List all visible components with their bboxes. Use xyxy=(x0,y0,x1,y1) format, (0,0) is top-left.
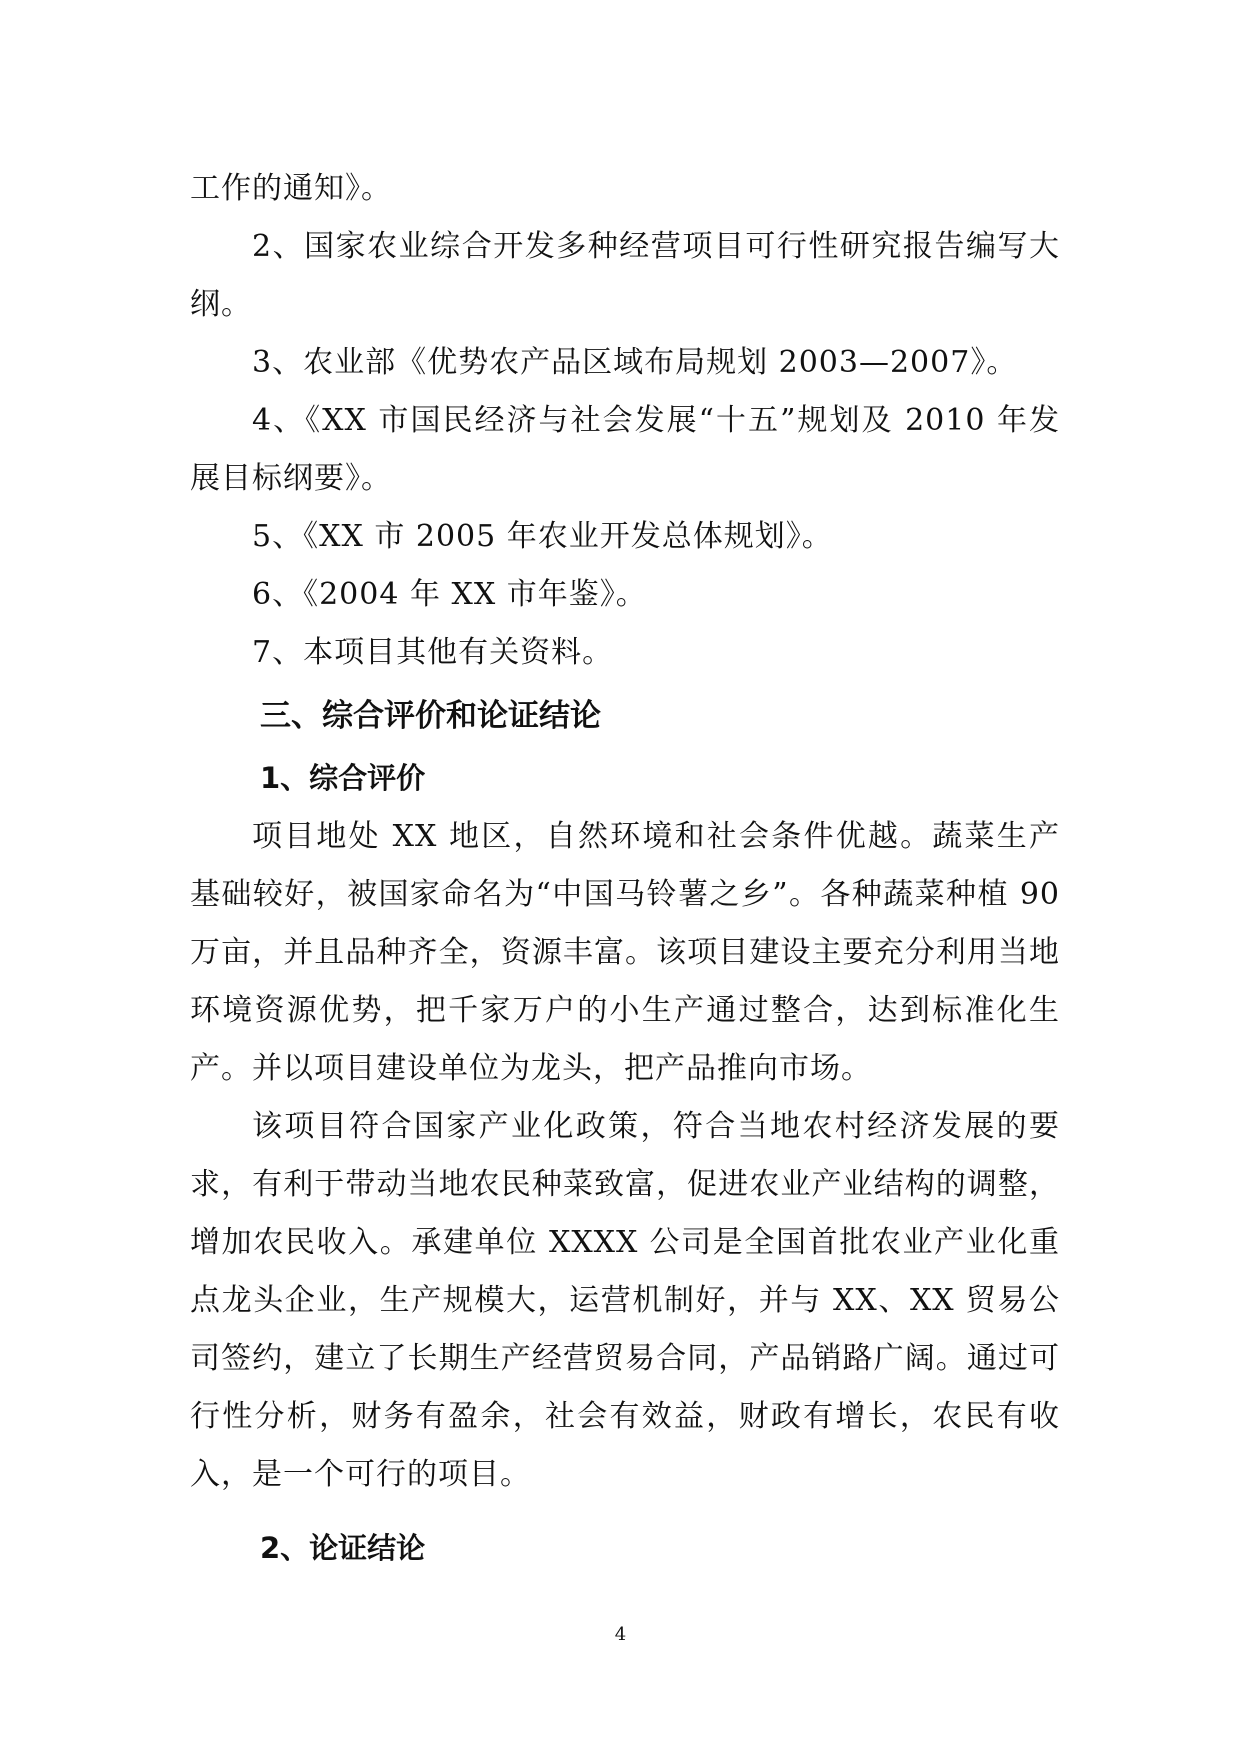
reference-item-6: 6、《2004 年 XX 市年鉴》。 xyxy=(252,577,647,612)
reference-item-4: 4、《XX 市国民经济与社会发展“十五”规划及 2010 年发展目标纲要》。 xyxy=(190,403,1060,496)
document-body xyxy=(190,160,1060,1578)
evaluation-paragraph-2: 该项目符合国家产业化政策，符合当地农村经济发展的要求，有利于带动当地农民种菜致富，促进农业产业结构的调整，增加农民收入。承建单位 XXXX 公司是全国首批农业产业化重点龙头企业，生产规模大，运营机制好，并与 XX、XX 贸易公司签约，建立了长期生产经营贸易合同，产品销路广阔。通过可行性分析，财务有盈余，社会有效益，财政有增长，农民有收入，是一个可行的项目。 xyxy=(190,1109,1060,1492)
reference-item-2: 2、国家农业综合开发多种经营项目可行性研究报告编写大纲。 xyxy=(190,229,1060,322)
subsection-heading-evaluation: 1、综合评价 xyxy=(260,761,426,795)
reference-item-5: 5、《XX 市 2005 年农业开发总体规划》。 xyxy=(252,519,833,554)
paragraph-continuation: 工作的通知》。 xyxy=(190,171,392,206)
subsection-heading-conclusion: 2、论证结论 xyxy=(260,1531,426,1565)
page-number: 4 xyxy=(614,1624,627,1645)
reference-item-7: 7、本项目其他有关资料。 xyxy=(252,635,614,670)
evaluation-paragraph-1: 项目地处 XX 地区，自然环境和社会条件优越。蔬菜生产基础较好，被国家命名为“中国马铃薯之乡”。各种蔬菜种植 90 万亩，并且品种齐全，资源丰富。该项目建设主要充分利用当地环境资源优势，把千家万户的小生产通过整合，达到标准化生产。并以项目建设单位为龙头，把产品推向市场。 xyxy=(190,819,1060,1086)
reference-item-3: 3、农业部《优势农产品区域布局规划 2003—2007》。 xyxy=(252,345,1018,380)
section-heading: 三、综合评价和论证结论 xyxy=(260,698,601,734)
